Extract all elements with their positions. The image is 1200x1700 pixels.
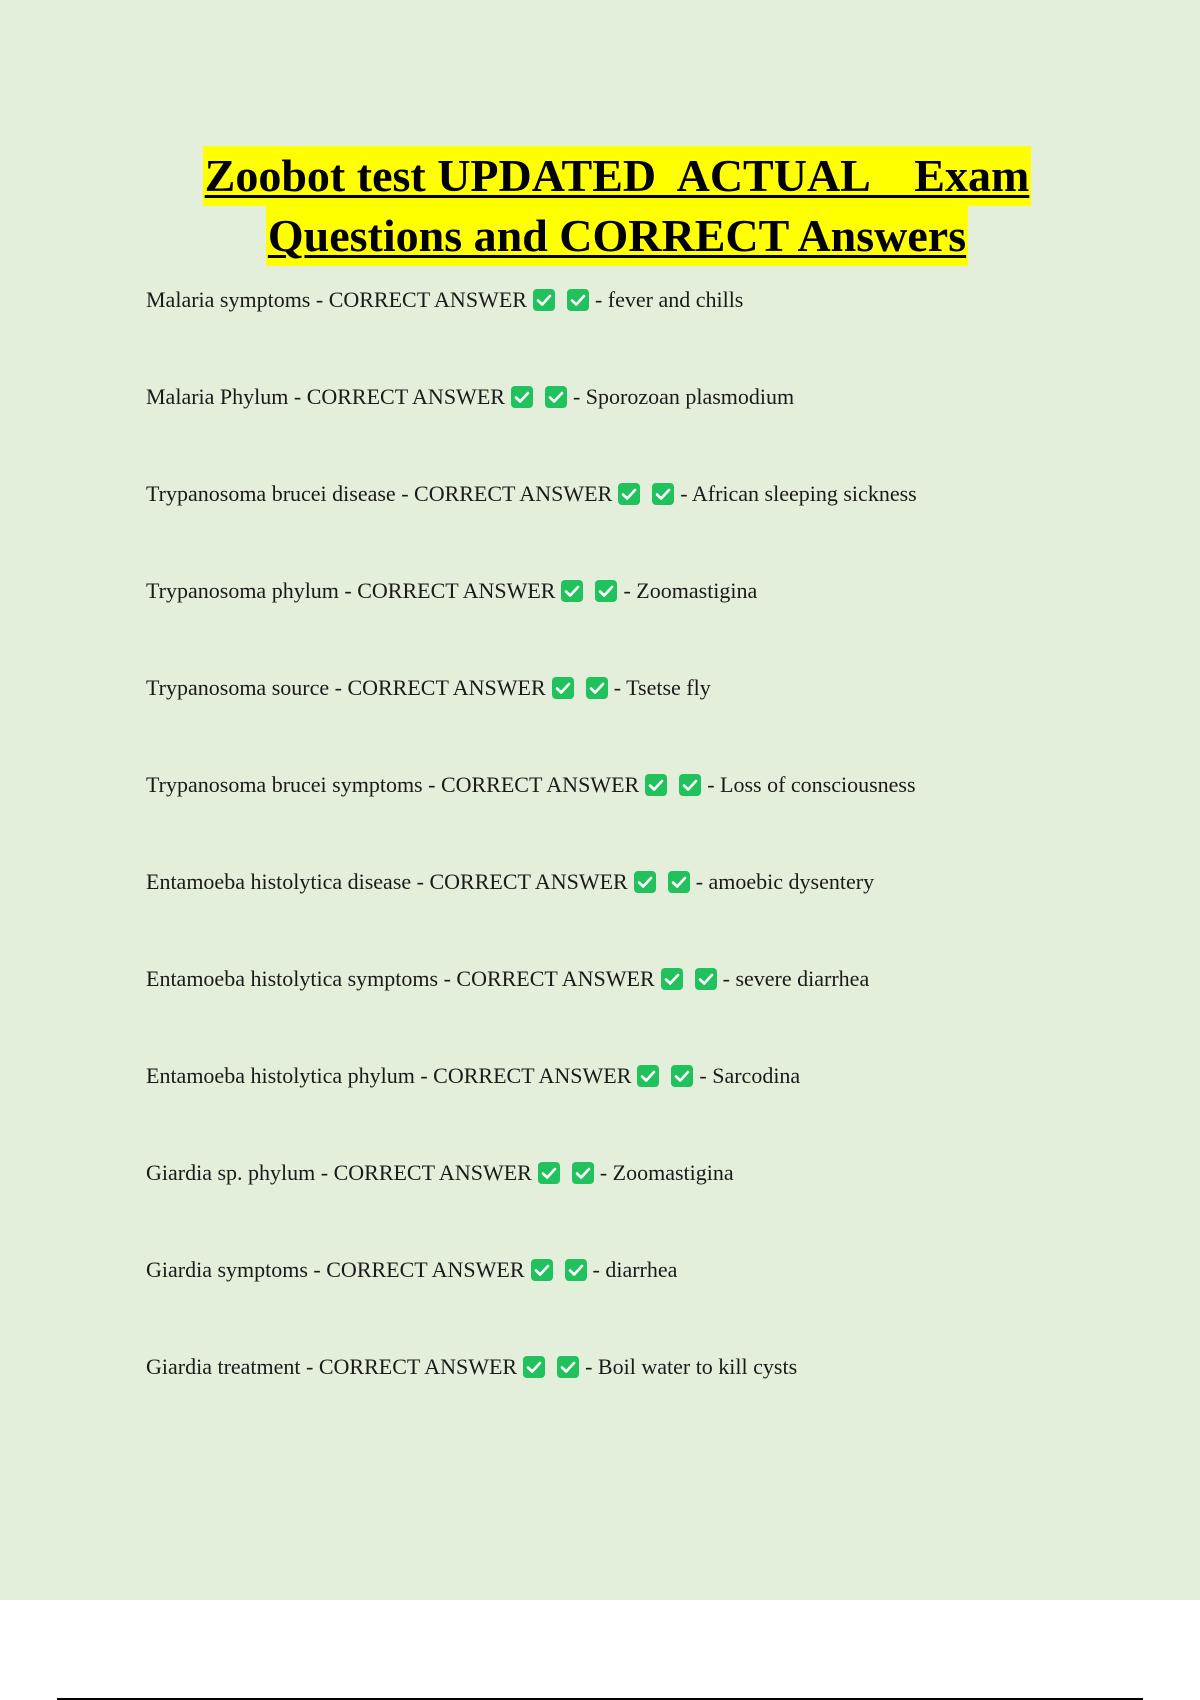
qa-list [146, 282, 917, 1446]
check-mark-icon [586, 677, 608, 699]
check-mark-icon [679, 774, 701, 796]
check-mark-icon [661, 968, 683, 990]
check-mark-icon [618, 483, 640, 505]
question-text: Giardia treatment - CORRECT ANSWER [146, 1354, 518, 1379]
answer-text: - Zoomastigina [623, 578, 758, 603]
answer-text: - Tsetse fly [613, 675, 711, 700]
title-line-2: Questions and CORRECT Answers [266, 206, 968, 266]
answer-text: - amoebic dysentery [695, 869, 875, 894]
check-mark-icon [637, 1065, 659, 1087]
question-text: Trypanosoma brucei disease - CORRECT ANSWER [146, 481, 613, 506]
answer-text: - Sporozoan plasmodium [572, 384, 795, 409]
check-mark-icon [695, 968, 717, 990]
qa-item-3 [146, 476, 917, 573]
answer-text: - severe diarrhea [722, 966, 870, 991]
question-text: Trypanosoma source - CORRECT ANSWER [146, 675, 546, 700]
question-text: Trypanosoma phylum - CORRECT ANSWER [146, 578, 556, 603]
answer-text: - Boil water to kill cysts [585, 1354, 798, 1379]
check-mark-icon [531, 1259, 553, 1281]
qa-item-11 [146, 1252, 917, 1349]
answer-text: - Sarcodina [699, 1063, 801, 1088]
check-mark-icon [561, 580, 583, 602]
check-mark-icon [538, 1162, 560, 1184]
check-mark-icon [533, 289, 555, 311]
check-mark-icon [511, 386, 533, 408]
answer-text: - Loss of consciousness [707, 772, 916, 797]
check-mark-icon [572, 1162, 594, 1184]
check-mark-icon [567, 289, 589, 311]
answer-text: - fever and chills [594, 287, 744, 312]
qa-item-8 [146, 961, 917, 1058]
check-mark-icon [595, 580, 617, 602]
qa-item-5 [146, 670, 917, 767]
check-mark-icon [552, 677, 574, 699]
check-mark-icon [634, 871, 656, 893]
question-text: Entamoeba histolytica symptoms - CORRECT ANSWER [146, 966, 655, 991]
qa-item-2 [146, 379, 917, 476]
check-mark-icon [557, 1356, 579, 1378]
qa-item-6 [146, 767, 917, 864]
check-mark-icon [652, 483, 674, 505]
qa-item-12 [146, 1349, 917, 1446]
qa-item-9 [146, 1058, 917, 1155]
qa-item-10 [146, 1155, 917, 1252]
answer-text: - diarrhea [592, 1257, 678, 1282]
question-text: Entamoeba histolytica phylum - CORRECT ANSWER [146, 1063, 632, 1088]
check-mark-icon [668, 871, 690, 893]
answer-text: - African sleeping sickness [680, 481, 917, 506]
qa-item-1 [146, 282, 917, 379]
qa-item-7 [146, 864, 917, 961]
check-mark-icon [523, 1356, 545, 1378]
question-text: Giardia sp. phylum - CORRECT ANSWER [146, 1160, 532, 1185]
check-mark-icon [545, 386, 567, 408]
document-title [0, 146, 1200, 266]
check-mark-icon [565, 1259, 587, 1281]
question-text: Giardia symptoms - CORRECT ANSWER [146, 1257, 525, 1282]
title-line-1: Zoobot test UPDATED ACTUAL Exam [203, 146, 1032, 206]
question-text: Trypanosoma brucei symptoms - CORRECT ANSWER [146, 772, 640, 797]
check-mark-icon [671, 1065, 693, 1087]
question-text: Malaria Phylum - CORRECT ANSWER [146, 384, 505, 409]
qa-item-4 [146, 573, 917, 670]
question-text: Entamoeba histolytica disease - CORRECT ANSWER [146, 869, 628, 894]
question-text: Malaria symptoms - CORRECT ANSWER [146, 287, 527, 312]
answer-text: - Zoomastigina [599, 1160, 734, 1185]
check-mark-icon [645, 774, 667, 796]
